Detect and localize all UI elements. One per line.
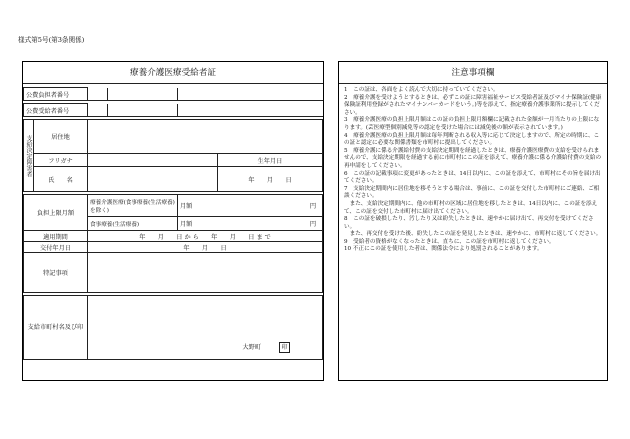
birthdate-value: 年 月 日	[218, 167, 323, 192]
notice-item: また、再交付を受けた後、紛失したこの証を発見したときは、速やかに、市町村に返してください。	[344, 231, 602, 238]
certificate-title: 療養介護医療受給者証	[23, 62, 323, 84]
certificate-table	[23, 87, 323, 360]
notice-item: 10 不正にこの証を使用した者は、関係法令により処罰されることがあります。	[344, 246, 543, 253]
official-seal-icon: 印	[279, 342, 290, 353]
limit-medical-label: 療養介護医療(食事療養(生活療養)を除く)	[88, 195, 178, 217]
limit-medical-monthly: 月額	[180, 203, 193, 210]
name-value	[88, 167, 218, 192]
furigana-value	[88, 154, 218, 167]
remarks-value	[88, 253, 323, 293]
notice-list	[339, 84, 607, 257]
payer-number-label: 公費負担者番号	[24, 88, 88, 101]
beneficiary-side-label-cell	[24, 120, 34, 192]
address-label: 居住地	[34, 120, 88, 154]
notice-item: また、支給決定期間内に、他の市町村の区域に居住地を移したときは、14日以内に、この証を添えて、この証を交付した市町村に届け出てください。	[344, 200, 598, 215]
issue-date-value: 年 月 日	[88, 242, 323, 253]
notice-title: 注意事項欄	[339, 62, 607, 84]
recipient-number-label: 公費受給者番号	[24, 104, 88, 117]
limit-meal-yen: 円	[309, 221, 316, 228]
notice-item: 6 この証の記載事項に変更があったときは、14日以内に、この証を添えて、市町村にその旨を届け出てください。	[344, 170, 601, 185]
remarks-label: 特記事項	[24, 253, 88, 293]
limit-meal-monthly: 月額	[180, 221, 193, 228]
notice-card	[338, 61, 608, 381]
limit-label: 負担上限月額	[24, 195, 88, 231]
town-name: 大野町	[242, 344, 262, 351]
limit-medical-value	[178, 195, 323, 217]
beneficiary-side-label: 支給決定障害者	[25, 134, 32, 177]
notice-item: 7 支給決定期間内に居住地を移そうとする場合は、事前に、この証を交付した市町村にご連絡、ご相談ください。	[344, 185, 600, 200]
limit-medical-yen: 円	[309, 203, 316, 210]
address-value	[88, 120, 323, 154]
birthdate-label: 生年月日	[218, 154, 323, 167]
municipality-label: 支給市町村名及び印	[24, 296, 88, 360]
notice-item: 4 療養介護医療の負担上限月額は毎年判断される収入等に応じて決定しますので、所定の時期に、この証と認定に必要な関係書類を市町村に提出してください。	[344, 132, 600, 147]
notice-item: 8 この証を破損したり、汚したり又は紛失したときは、速やかに届け出て、再交付を受けてください。	[344, 216, 594, 230]
notice-item: 1 この証は、各面をよく読んで大切に持っていてください。	[344, 87, 499, 93]
limit-meal-value	[178, 217, 323, 231]
period-label: 適用期間	[24, 231, 88, 242]
municipality-value	[88, 296, 323, 360]
notice-item: 9 受給者の資格がなくなったときは、直ちに、この証を市町村に返してください。	[344, 238, 555, 245]
period-value: 年 月 日 か ら 年 月 日 ま で	[88, 231, 323, 242]
certificate-card	[22, 61, 324, 381]
furigana-label: フリガナ	[34, 154, 88, 167]
form-number-caption: 様式第5号(第3条関係)	[18, 36, 85, 44]
notice-item: 5 療養介護に係る介護給付費の支給決定期間を経過したときは、療養介護医療費の支給を受けられませんので、支給決定期限を経過する前に市町村にこの証を添えて、療養介護に係る介護給付費の支給の再申請をしてください。	[344, 147, 602, 169]
notice-item: 2 療養介護を受けようとするときは、必ずこの証に障害福祉サービス受給者証及びマイナ保険証(健康保険証利用登録がされたマイナンバーカードをいう。)等を添えて、指定療養介護事業所に提示してください。	[344, 94, 602, 116]
notice-item: 3 療養介護医療の負担上限月額はこの証の負担上限月額欄に記載された金額が一月当たりの上限になります。(芸医療型個別減免等の認定を受けた場合には減免後の額が表示されています。)	[344, 117, 600, 131]
issue-date-label: 交付年月日	[24, 242, 88, 253]
limit-meal-label: 食事療養(生活療養)	[88, 217, 178, 231]
name-label: 氏 名	[34, 167, 88, 192]
